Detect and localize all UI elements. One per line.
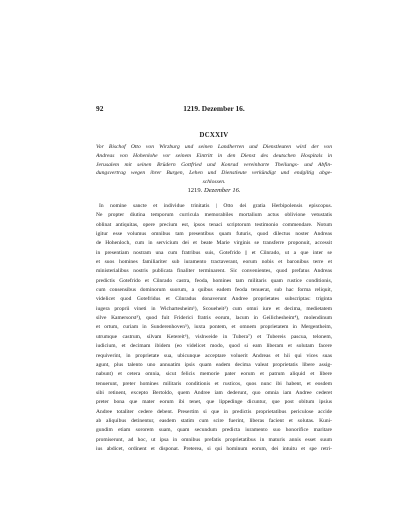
- body-line: nabunt) et cetera omnia, sicut felicis memorie pater eorum et patrum aliquid et libere: [96, 371, 332, 378]
- body-line: videlicet quod Gotefridus et Cůnradus donaverunt Andree proprietates subscriptas: triginta: [96, 296, 332, 303]
- body-line: ministerialibus nostris publicata finaliter terminarent. Sic convenientes, quod prefatus Andreas: [96, 268, 332, 275]
- body-line: sibi retinent, excepto Bertoldo, quem Andree iam dederunt, quo omnia iam Andree cederet: [96, 389, 332, 396]
- body-line: igitur esse volumus omnibus tam presentibus quam futuris, quod dilectus noster Andreas: [96, 231, 332, 238]
- body-line: oblinat antiquitas, opere precium est, ipsos tenaci scriptorum testimonio commendare. Notum: [96, 221, 332, 228]
- document-summary: [96, 143, 332, 187]
- body-line: ab aliquibus detinentur, easdem statim cum scire fuerint, liberas facient et solutas. Kuni-: [96, 417, 332, 424]
- body-line: In nomine sancte et individue trinitatis | Otto dei gratia Herbipolensis episcopus.: [99, 203, 332, 209]
- body-line: et ortum, curiam in Sunderenhoven⁵), iuxta pontem, et omnem proprietatem in Mergentheim,: [96, 324, 332, 331]
- body-line: silve Kamersorst³), quod fuit Friderici fratris eorum, lacum in Geilichesheim⁴), molendinum: [96, 315, 332, 322]
- page-header: [96, 104, 332, 114]
- body-line: gundim etiam sororem suam, quam secundum predicta iuramento suo honorifice maritare: [96, 427, 332, 434]
- summary-line: Andreas von Hohenlohe vor seinem Eintritt in den Dienst des deutschen Hospitals in: [96, 152, 332, 159]
- date-year: 1219.: [187, 187, 203, 194]
- body-line: agunt, plus talento uno annuatim ipsis quam eadem decima valeat proprietatis libere assig-: [96, 361, 332, 368]
- body-line: promiserunt, ad hoc, ut ipsa in omnibus prefatis proprietatibus in maturis annis esset suum: [96, 436, 332, 443]
- summary-line: Vor Bischof Otto von Wirzburg und seinen Landherren und Dienstleuten wird der von: [96, 144, 332, 150]
- body-line: iugera proprii vineti in Wichartesheim¹), Scoueheit²) cum omni iure et decima, medietatem: [96, 305, 332, 312]
- page-number: 92: [96, 104, 104, 113]
- body-line: cum consensibus dominorum suorum, a quibus eadem feoda tenuerat, sub hac forma reliquit,: [96, 287, 332, 294]
- date-month-day: Dezember 16.: [203, 187, 241, 194]
- running-head: 1219. Dezember 16.: [183, 104, 245, 113]
- body-line: predictis Gotefrido et Cůnrado castra, feoda, homines tam militaris quam rustice conditionis,: [96, 277, 332, 284]
- document-number: DCXXIV: [199, 132, 229, 139]
- body-line: in presentiam nostram una cum fratribus suis, Gotefrido || et Cůnrado, ut a que inter se: [96, 249, 332, 256]
- body-line: Andree totaliter cedere debent. Presertim si que in predictis proprietatibus periculose accide: [96, 408, 332, 415]
- body-line: ius abdicet, ordinent et disponat. Preterea, si qui hominum eorum, dei intuitu et spe retri-: [96, 445, 332, 452]
- charter-body: [96, 202, 332, 454]
- summary-line: dungsvertrag wegen ihrer Burgen, Lehen und Dienstleute verkündigt und endgiltig abge-: [96, 170, 332, 177]
- body-line: et suos homines familiariter sub iuramento tractaverant, eorum nobis et baronibus terre et: [96, 259, 332, 266]
- summary-line: schlossen.: [202, 179, 226, 186]
- body-line: preter bona que mater eorum ibi tenet, que lippedinge dicuntur, que post obitum ipsius: [96, 399, 332, 406]
- body-line: de Hohenloch, cum in servicium dei et beate Marie virginis se transferre proponuit, accessit: [96, 240, 332, 247]
- body-line: iudicium, et decimam ibidem (eo videlicet modo, quod si eam liberam et solutam facere: [96, 343, 332, 350]
- body-line: tenuerunt, preter homines militaris conditionis et rusticos, quos nunc ibi habent, et eosdem: [96, 380, 332, 387]
- body-line: Ne propter diutina temporum curricula memorabiles mortalium actus oblivione vetustatis: [96, 212, 332, 219]
- body-line: utrumque castrum, silvam Ketereit⁶), vishweide in Tubera⁷) et Tubereis pascua, telonem,: [96, 333, 332, 340]
- body-line: requiverint, in proprietate sua, ubicunque acceptare voluerit Andreas et hii qui vices suas: [96, 352, 332, 359]
- summary-line: Jerusalem mit seinen Brüdern Gottfried und Konrad vereinbarte Theilungs- und Abfin-: [96, 161, 332, 168]
- document-date: [96, 187, 332, 194]
